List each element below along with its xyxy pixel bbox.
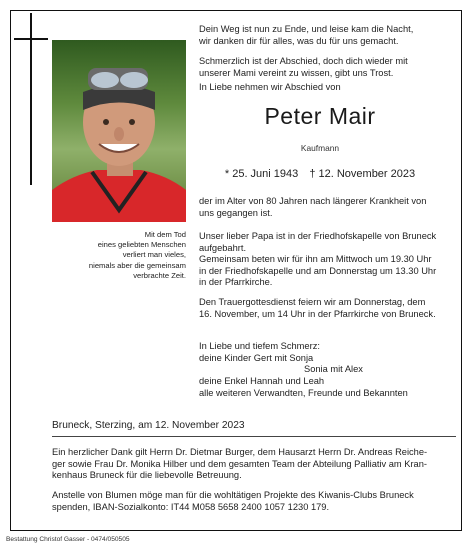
portrait-photo (52, 40, 186, 222)
death-date: † 12. November 2023 (309, 168, 416, 180)
birth-date: * 25. Juni 1943 (224, 168, 299, 180)
caption-line: niemals aber die gemeinsam (88, 260, 186, 270)
laid-out-paragraph (199, 231, 436, 254)
text-line: spenden, IBAN-Sozialkonto: IT44 M058 5658 2400 1057 1230 179. (52, 501, 330, 512)
deceased-name: Peter Mair (264, 103, 376, 129)
mourners-relatives: alle weiteren Verwandten, Freunde und Bekannten (199, 387, 408, 398)
text-line: Gemeinsam beten wir für ihn am Mittwoch um 19.30 Uhr (199, 254, 432, 264)
verse-line: unserer Mami vereint zu wissen, gibt uns Trost. (199, 67, 394, 78)
text-line: Ein herzlicher Dank gilt Herrn Dr. Dietmar Burger, dem Hausarzt Herrn Dr. Andreas Reiche- (52, 447, 428, 457)
verse-line: wir danken dir für alles, was du für uns gemacht. (199, 35, 399, 46)
location-date: Bruneck, Sterzing, am 12. November 2023 (52, 420, 245, 431)
verse-line: Dein Weg ist nun zu Ende, und leise kam die Nacht, (199, 24, 414, 34)
mourners-list (199, 341, 408, 400)
mourners-heading: In Liebe und tiefem Schmerz: (199, 341, 320, 351)
text-line: in der Friedhofskapelle und am Donnerstag um 13.30 Uhr (199, 265, 437, 276)
caption-line: verbrachte Zeit. (133, 270, 186, 280)
life-dates (190, 168, 450, 180)
text-line: aufgebahrt. (199, 242, 247, 253)
text-line: Unser lieber Papa ist in der Friedhofskapelle von Bruneck (199, 231, 437, 241)
text-line: der im Alter von 80 Jahren nach längerer Krankheit von (199, 196, 427, 206)
prayer-paragraph (199, 254, 436, 289)
mourners-grandchildren: deine Enkel Hannah und Leah (199, 376, 325, 387)
text-line: Den Trauergottesdienst feiern wir am Donnerstag, dem (199, 297, 426, 307)
text-line: ger sowie Frau Dr. Monika Hilber und dem gesamten Team der Abteilung Palliativ am Kran- (52, 458, 427, 469)
text-line: in der Pfarrkirche. (199, 277, 273, 288)
caption-line: Mit dem Tod (144, 230, 186, 239)
text-line: uns gegangen ist. (199, 207, 273, 218)
text-line: 16. November, um 14 Uhr in der Pfarrkirche von Bruneck. (199, 308, 436, 319)
funeral-service-paragraph (199, 297, 436, 320)
donation-paragraph (52, 490, 414, 513)
caption-line: eines geliebten Menschen (97, 240, 186, 250)
text-line: Anstelle von Blumen möge man für die wohltätigen Projekte des Kiwanis-Clubs Bruneck (52, 490, 414, 500)
deceased-profession: Kaufmann (300, 143, 340, 153)
caption-line: verliert man vieles, (122, 250, 186, 260)
age-paragraph (199, 196, 426, 219)
text-line: kenhaus Bruneck für die liebevolle Betreuung. (52, 470, 242, 481)
verse-line: Schmerzlich ist der Abschied, doch dich wieder mit (199, 56, 408, 66)
mourners-children: deine Kinder Gert mit Sonja (199, 352, 314, 363)
farewell-intro: In Liebe nehmen wir Abschied von (199, 82, 341, 92)
cross-icon-bar (14, 38, 48, 40)
thanks-paragraph (52, 447, 427, 482)
mourners-children-cont: Sonia mit Alex (304, 364, 363, 375)
photo-caption (52, 230, 186, 281)
comfort-verse (199, 56, 447, 79)
opening-verse (199, 24, 447, 47)
funeral-home-credit: Bestattung Christof Gasser - 0474/050505 (6, 536, 130, 543)
divider (52, 436, 456, 437)
